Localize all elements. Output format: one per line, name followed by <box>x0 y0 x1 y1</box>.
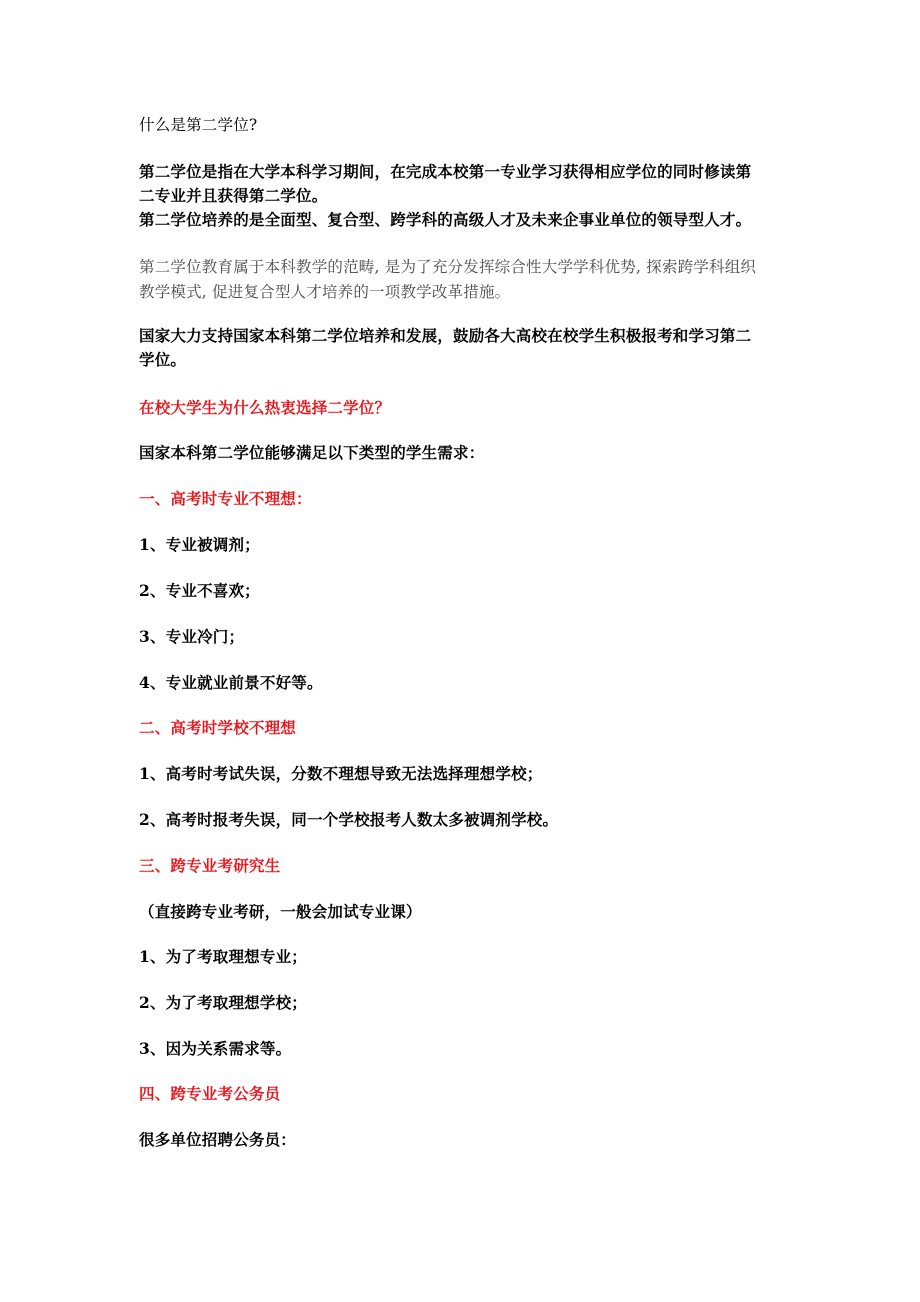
section-3-note: （直接跨专业考研，一般会加试专业课） <box>139 902 422 921</box>
section-3-item: 3、因为关系需求等。 <box>139 1039 292 1058</box>
definition-line-3: 第二学位培养的是全面型、复合型、跨学科的高级人才及未来企事业单位的领导型人才。 <box>139 210 752 229</box>
section-2-item: 2、高考时报考失误，同一个学校报考人数太多被调剂学校。 <box>139 810 559 829</box>
education-line-1: 第二学位教育属于本科教学的范畴, 是为了充分发挥综合性大学学科优势, 探索跨学科组织 <box>139 258 757 276</box>
why-lead: 国家本科第二学位能够满足以下类型的学生需求： <box>139 443 485 462</box>
definition-line-2: 二专业并且获得第二学位。 <box>139 186 328 205</box>
support-line-2: 学位。 <box>139 350 187 369</box>
section-2-heading: 二、高考时学校不理想 <box>139 718 297 737</box>
section-1-item: 1、专业被调剂； <box>139 535 260 554</box>
section-1-item: 4、专业就业前景不好等。 <box>139 673 323 692</box>
support-line-1: 国家大力支持国家本科第二学位培养和发展，鼓励各大高校在校学生积极报考和学习第二 <box>139 326 752 345</box>
section-1-heading: 一、高考时专业不理想： <box>139 489 312 508</box>
section-4-lead: 很多单位招聘公务员： <box>139 1130 297 1149</box>
section-1-item: 2、专业不喜欢； <box>139 581 260 600</box>
section-3-item: 1、为了考取理想专业； <box>139 947 307 966</box>
section-3-item: 2、为了考取理想学校； <box>139 993 307 1012</box>
definition-line-1: 第二学位是指在大学本科学习期间，在完成本校第一专业学习获得相应学位的同时修读第 <box>139 162 752 181</box>
intro-question: 什么是第二学位? <box>139 116 258 134</box>
education-line-2: 教学模式, 促进复合型人才培养的一项教学改革措施。 <box>139 283 511 301</box>
section-1-item: 3、专业冷门； <box>139 627 245 646</box>
section-4-heading: 四、跨专业考公务员 <box>139 1084 281 1103</box>
why-heading: 在校大学生为什么热衷选择二学位？ <box>139 398 391 417</box>
section-3-heading: 三、跨专业考研究生 <box>139 856 281 875</box>
section-2-item: 1、高考时考试失误，分数不理想导致无法选择理想学校； <box>139 764 543 783</box>
